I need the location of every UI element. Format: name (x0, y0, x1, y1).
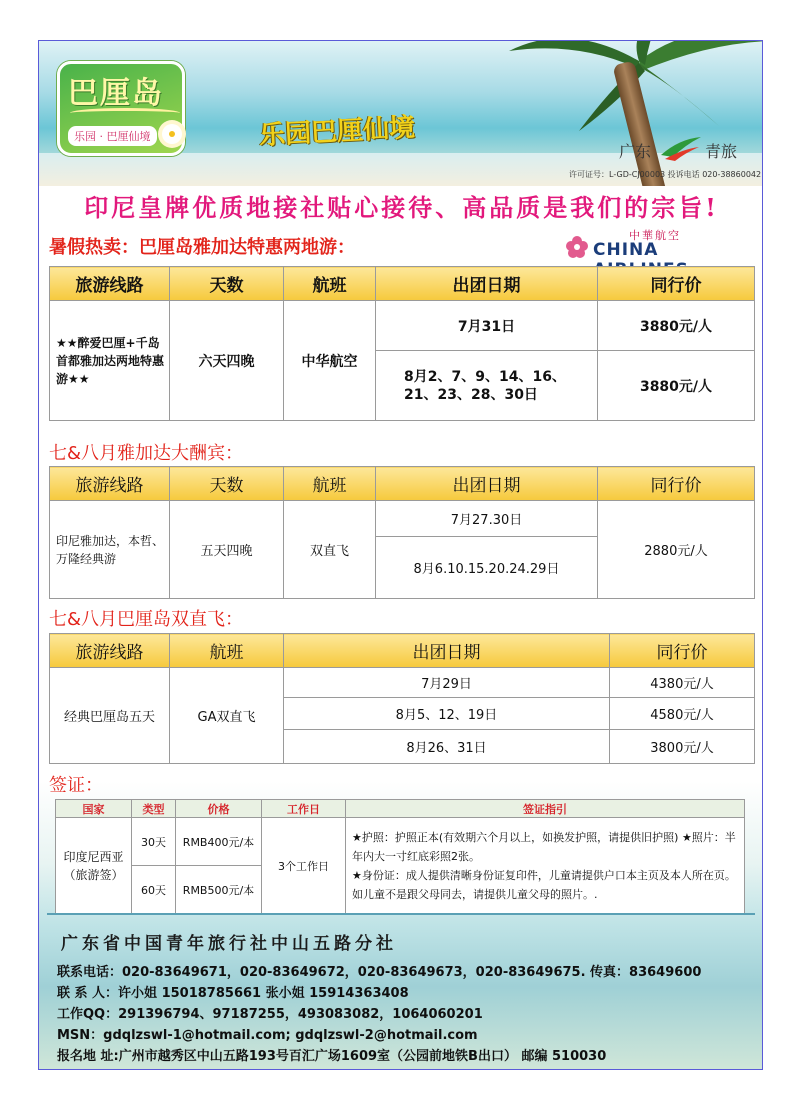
days-cell: 五天四晚 (170, 501, 284, 599)
headline: 印尼皇牌优质地接社贴心接待、高品质是我们的宗旨! (84, 193, 719, 222)
table-header-row (50, 634, 755, 668)
brand-left-text: 广东 (619, 142, 652, 161)
col-header: 旅游线路 (50, 634, 170, 668)
col-header: 天数 (170, 267, 284, 301)
logo (57, 61, 185, 156)
col-header: 同行价 (610, 634, 755, 668)
col-header: 天数 (170, 467, 284, 501)
date-cell: 8月6.10.15.20.24.29日 (376, 537, 598, 599)
col-header: 同行价 (598, 267, 755, 301)
price-cell: 2880元/人 (598, 501, 755, 599)
section3-title: 七&八月巴厘岛双直飞： (49, 609, 244, 630)
logo-subtitle: 乐园 · 巴厘仙境 (68, 126, 157, 146)
price-cell: 4380元/人 (610, 668, 755, 698)
airline-name-cn: 中華航空 (629, 229, 681, 242)
price-cell: 4580元/人 (610, 698, 755, 730)
route-cell: ★★醉爱巴厘+千岛首都雅加达两地特惠游★★ (50, 301, 170, 421)
table-header-row (50, 467, 755, 501)
col-header: 出团日期 (284, 634, 610, 668)
flight-cell: 双直飞 (284, 501, 376, 599)
section2-table (49, 466, 755, 599)
col-header: 价格 (176, 800, 262, 818)
section2-title: 七&八月雅加达大酬宾： (49, 443, 244, 464)
qq-line: 工作QQ：291396794、97187255，493083082，1064060201 (57, 1007, 483, 1022)
days-cell: 六天四晚 (170, 301, 284, 421)
price-cell: 3800元/人 (610, 730, 755, 764)
col-header: 航班 (284, 467, 376, 501)
slogan-title: 乐园巴厘仙境 (258, 112, 416, 152)
price-cell: 3880元/人 (598, 301, 755, 351)
col-header: 出团日期 (376, 467, 598, 501)
date-cell: 8月5、12、19日 (284, 698, 610, 730)
footer-divider (47, 913, 755, 915)
flight-cell: 中华航空 (284, 301, 376, 421)
date-cell: 8月26、31日 (284, 730, 610, 764)
contact-person-line: 联 系 人：许小姐 15018785661 张小姐 15914363408 (57, 986, 409, 1001)
section3-table (49, 633, 755, 764)
license-text: 许可证号：L-GD-CJ00003 投诉电话 020-38860042 (569, 170, 762, 179)
date-cell: 8月2、7、9、14、16、21、23、28、30日 (376, 351, 598, 421)
price-cell: RMB400元/本 (176, 818, 262, 866)
col-header: 工作日 (262, 800, 346, 818)
airline-logo (559, 227, 739, 261)
logo-wave (70, 108, 180, 118)
price-cell: 3880元/人 (598, 351, 755, 421)
section1-title: 暑假热卖：巴厘岛雅加达特惠两地游： (49, 237, 355, 258)
date-cell: 7月31日 (376, 301, 598, 351)
phone-line: 联系电话：020-83649671，020-83649672，020-83649673，020-83649675. 传真：83649600 (57, 965, 702, 980)
company-name: 广东省中国青年旅行社中山五路分社 (61, 934, 397, 954)
visa-guide-id: ★身份证：成人提供清晰身份证复印件，儿童请提供户口本主页及本人所在页。如儿童不是跟父母同去，请提供儿童父母的照片。. (352, 868, 736, 901)
col-header: 旅游线路 (50, 267, 170, 301)
table-row (50, 501, 755, 537)
flower-icon (162, 124, 182, 144)
col-header: 国家 (56, 800, 132, 818)
type-cell: 30天 (132, 818, 176, 866)
header-banner (39, 41, 763, 186)
price-cell: RMB500元/本 (176, 866, 262, 914)
table-row (50, 301, 755, 351)
address-line: 报名地 址:广州市越秀区中山五路193号百汇广场1609室（公园前地铁B出口） 邮编 510030 (57, 1049, 607, 1064)
table-row (50, 668, 755, 698)
msn-line: MSN：gdqlzswl-1@hotmail.com; gdqlzswl-2@hotmail.com (57, 1028, 478, 1043)
type-cell: 60天 (132, 866, 176, 914)
route-cell: 印尼雅加达，本哲、万隆经典游 (50, 501, 170, 599)
visa-guide-passport: ★护照：护照正本(有效期六个月以上，如换发护照，请提供旧护照) ★照片：半年内大一寸红底彩照2张。 (352, 830, 736, 863)
col-header: 航班 (284, 267, 376, 301)
table-header-row (56, 800, 745, 818)
route-cell: 经典巴厘岛五天 (50, 668, 170, 764)
col-header: 旅游线路 (50, 467, 170, 501)
flight-cell: GA双直飞 (170, 668, 284, 764)
section1-table (49, 266, 755, 421)
date-cell: 7月29日 (284, 668, 610, 698)
table-header-row (50, 267, 755, 301)
airline-name-en: CHINA (593, 240, 659, 260)
visa-title: 签证： (49, 775, 103, 796)
country-cell: 印度尼西亚（旅游签） (56, 818, 132, 914)
col-header: 航班 (170, 634, 284, 668)
visa-table (55, 799, 745, 914)
brand-right-text: 青旅 (705, 142, 738, 161)
col-header: 类型 (132, 800, 176, 818)
footer (39, 923, 763, 1070)
col-header: 出团日期 (376, 267, 598, 301)
workdays-cell: 3个工作日 (262, 818, 346, 914)
brand-swoosh-icon (659, 135, 703, 161)
flyer (38, 40, 763, 1070)
date-cell: 7月27.30日 (376, 501, 598, 537)
visa-guide-cell (346, 818, 745, 914)
logo-title: 巴厘岛 (68, 76, 164, 111)
plum-blossom-icon (565, 235, 589, 259)
col-header: 同行价 (598, 467, 755, 501)
table-row (56, 818, 745, 866)
col-header: 签证指引 (346, 800, 745, 818)
